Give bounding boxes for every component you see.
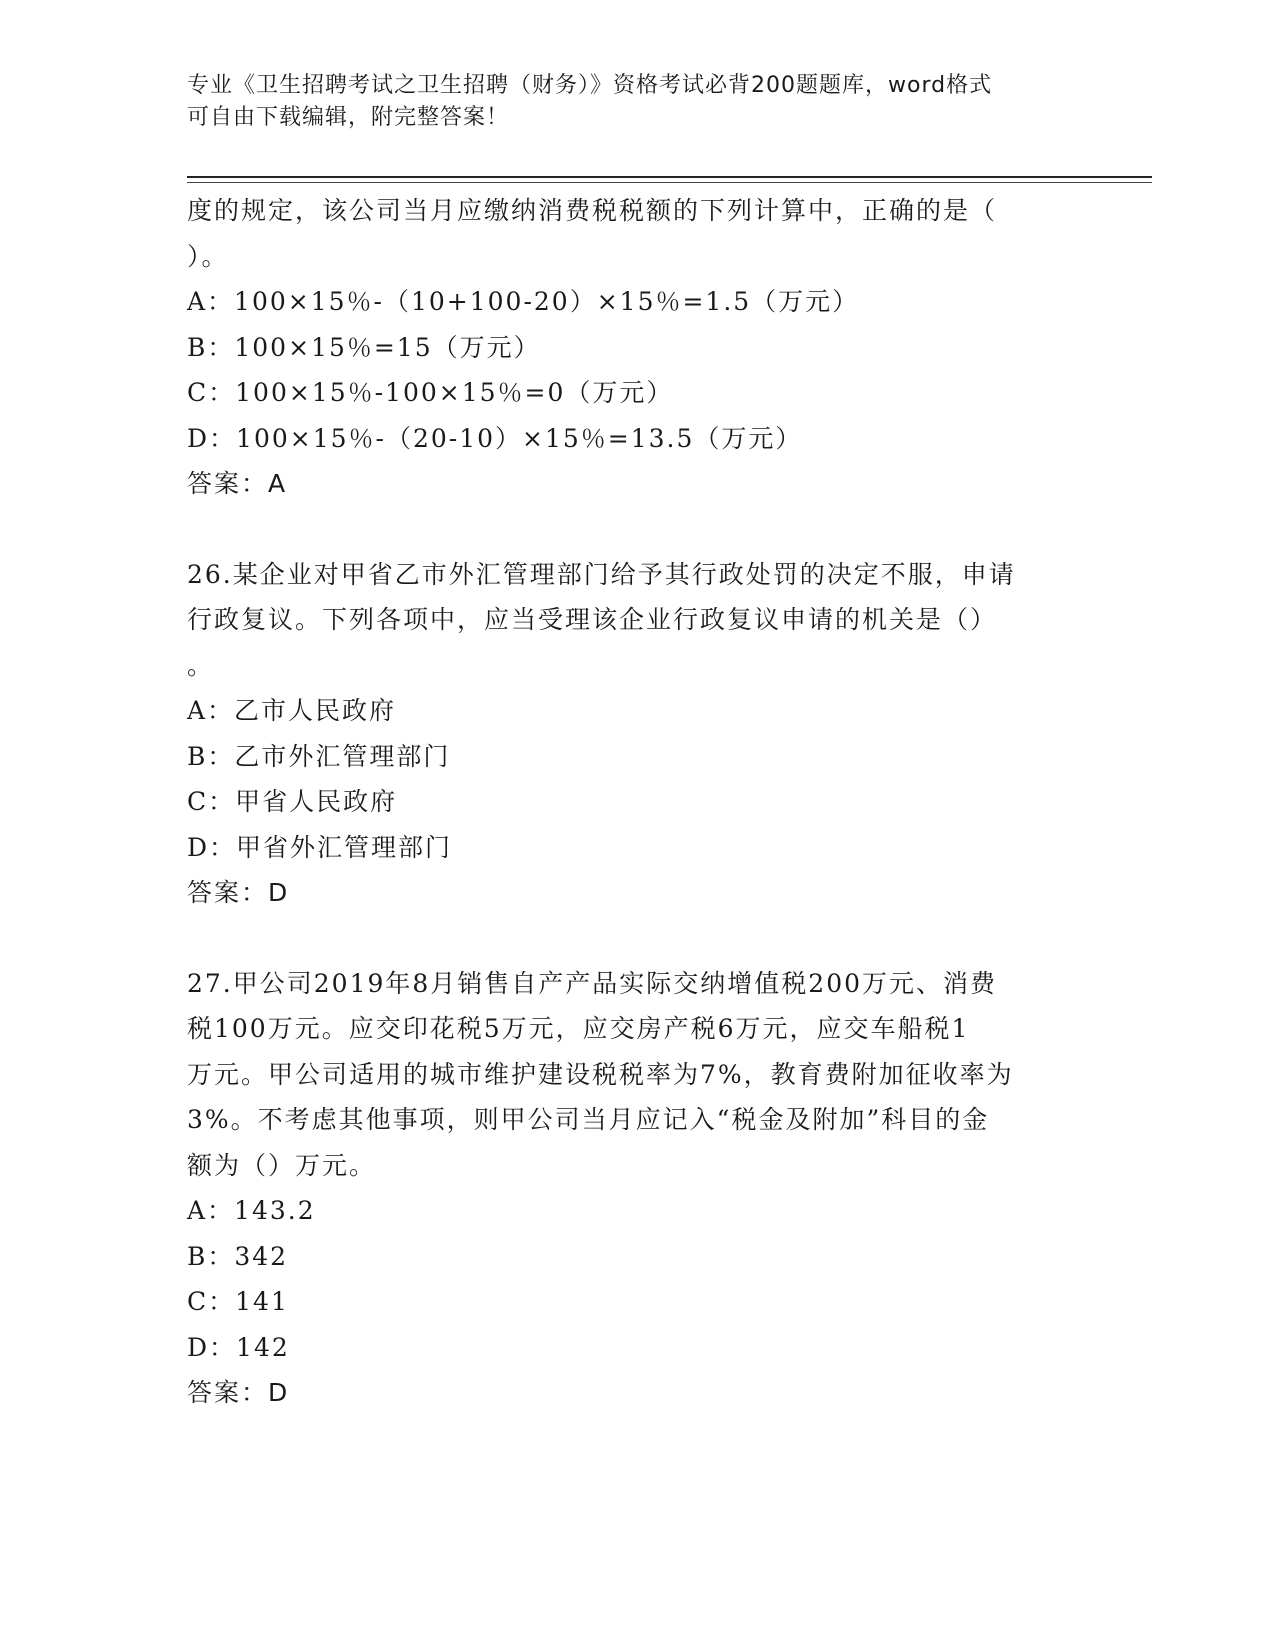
option-d: D：142	[187, 1332, 290, 1362]
question-25	[187, 188, 1087, 507]
question-text-line: ）。	[187, 241, 229, 271]
question-list	[187, 188, 1087, 1416]
question-text-line: 税100万元。应交印花税5万元，应交房产税6万元，应交车船税1	[187, 1014, 970, 1043]
question-text-line: 万元。甲公司适用的城市维护建设税税率为7%，教育费附加征收率为	[187, 1059, 1014, 1089]
answer-line: 答案：D	[187, 878, 290, 907]
option-b: B：342	[187, 1241, 289, 1271]
answer-line: 答案：A	[187, 469, 288, 498]
option-a: A：100×15％-（10+100-20）×15％=1.5（万元）	[187, 287, 860, 316]
header-divider-thick	[187, 176, 1152, 178]
header-subtitle-line: 可自由下载编辑，附完整答案！	[187, 105, 510, 130]
option-b: B：100×15％=15（万元）	[187, 332, 541, 362]
option-b: B：乙市外汇管理部门	[187, 741, 451, 771]
option-c: C：141	[187, 1287, 289, 1316]
question-text-line: 行政复议。下列各项中，应当受理该企业行政复议申请的机关是（）	[187, 605, 998, 634]
option-c: C：100×15％-100×15％=0（万元）	[187, 378, 674, 407]
question-26	[187, 552, 1087, 916]
option-d: D：100×15％-（20-10）×15％=13.5（万元）	[187, 423, 803, 453]
question-spacer	[187, 507, 1087, 552]
question-text-line: 。	[187, 650, 215, 680]
option-c: C：甲省人民政府	[187, 787, 398, 816]
question-27	[187, 961, 1087, 1416]
document-header	[187, 70, 1087, 134]
header-title-line: 专业《卫生招聘考试之卫生招聘（财务）》资格考试必背200题题库，word格式	[187, 73, 993, 98]
answer-line: 答案：D	[187, 1378, 290, 1407]
question-text-line: 额为（）万元。	[187, 1150, 377, 1180]
option-a: A：143.2	[187, 1196, 316, 1225]
question-text-line: 度的规定，该公司当月应缴纳消费税税额的下列计算中，正确的是（	[187, 196, 998, 225]
question-text-line: 3%。不考虑其他事项，则甲公司当月应记入“税金及附加”科目的金	[187, 1105, 990, 1134]
question-spacer	[187, 916, 1087, 961]
question-text-line: 26.某企业对甲省乙市外汇管理部门给予其行政处罚的决定不服，申请	[187, 559, 1016, 589]
option-a: A：乙市人民政府	[187, 696, 397, 725]
header-divider-thin	[187, 182, 1152, 183]
question-text-line: 27.甲公司2019年8月销售自产产品实际交纳增值税200万元、消费	[187, 968, 998, 998]
option-d: D：甲省外汇管理部门	[187, 832, 453, 862]
